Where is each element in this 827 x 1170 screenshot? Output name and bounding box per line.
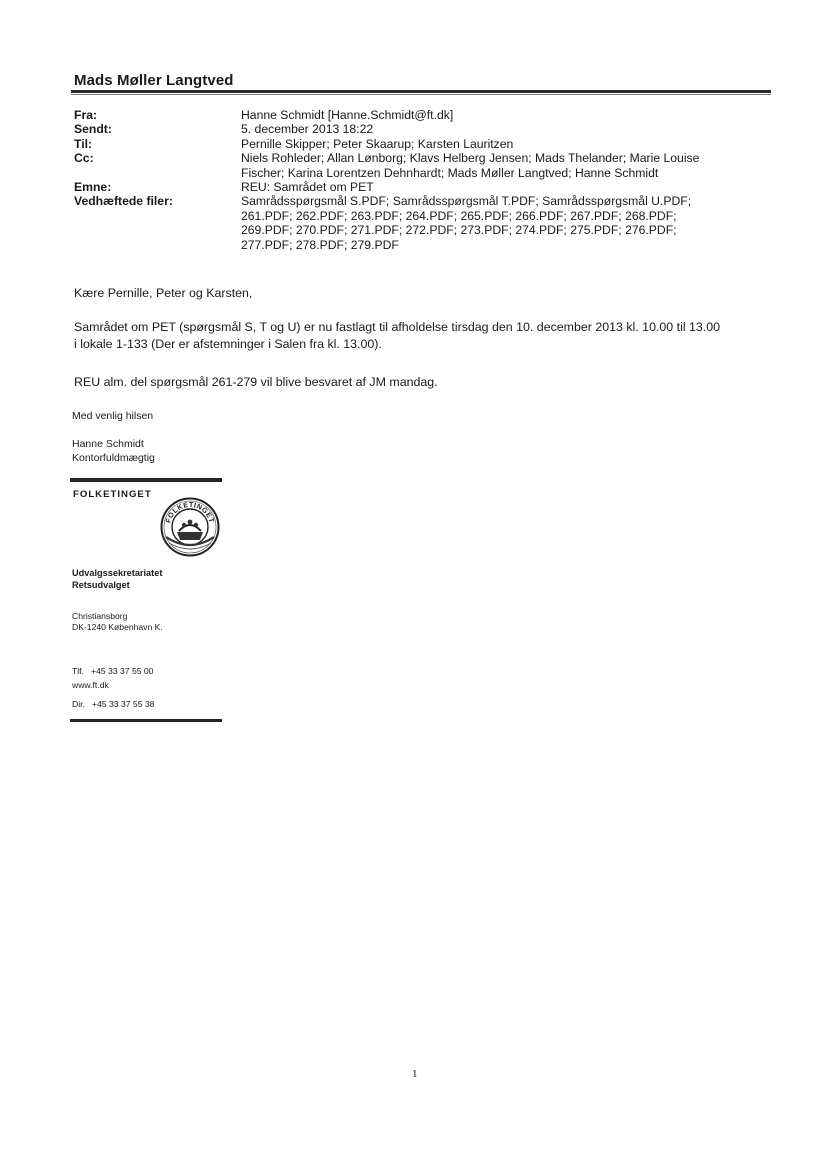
subject-value xyxy=(241,180,764,194)
mailbox-owner-name: Mads Møller Langtved xyxy=(74,72,234,89)
sender-title: Kontorfuldmægtig xyxy=(72,452,155,464)
cc-value-line: Fischer; Karina Lorentzen Dehnhardt; Mads Møller Langtved; Hanne Schmidt xyxy=(241,165,659,180)
subject-row xyxy=(74,180,764,194)
phone-number: Tlf. +45 33 37 55 00 xyxy=(72,666,154,676)
address-line: DK-1240 København K. xyxy=(72,622,163,632)
body-paragraph-1-line: Samrådet om PET (spørgsmål S, T og U) er nu fastlagt til afholdelse tirsdag den 10. december 2013 kl. 10.00 til 13.00 xyxy=(74,320,721,334)
signature-rule-bottom xyxy=(70,719,222,722)
from-row xyxy=(74,108,764,122)
seal-arc-text: FOLKETINGET xyxy=(163,499,217,524)
sent-row xyxy=(74,122,764,136)
to-label: Til: xyxy=(74,136,93,151)
cc-value-line: Niels Rohleder; Allan Lønborg; Klavs Helberg Jensen; Mads Thelander; Marie Louise xyxy=(241,151,700,166)
email-header xyxy=(74,108,764,252)
to-value-line: Pernille Skipper; Peter Skaarup; Karsten Lauritzen xyxy=(241,136,514,151)
from-value-line: Hanne Schmidt [Hanne.Schmidt@ft.dk] xyxy=(241,108,454,122)
attachments-line: Samrådsspørgsmål S.PDF; Samrådsspørgsmål T.PDF; Samrådsspørgsmål U.PDF; xyxy=(241,194,692,209)
body-paragraph-1-line: i lokale 1-133 (Der er afstemninger i Salen fra kl. 13.00). xyxy=(74,337,382,351)
website-link[interactable]: www.ft.dk xyxy=(72,680,109,690)
attachments-line: 269.PDF; 270.PDF; 271.PDF; 272.PDF; 273.PDF; 274.PDF; 275.PDF; 276.PDF; xyxy=(241,223,677,238)
organization-name: FOLKETINGET xyxy=(73,489,152,500)
body-paragraph-2: REU alm. del spørgsmål 261-279 vil blive besvaret af JM mandag. xyxy=(74,375,438,389)
department-block xyxy=(72,567,162,591)
attachments-label: Vedhæftede filer: xyxy=(74,194,173,209)
signature-rule-top xyxy=(70,478,222,482)
to-row xyxy=(74,137,764,151)
subject-label: Emne: xyxy=(74,180,112,195)
direct-phone-number: Dir. +45 33 37 55 38 xyxy=(72,699,155,709)
to-value xyxy=(241,137,764,151)
department-line: Udvalgssekretariatet xyxy=(72,568,163,578)
department-line: Retsudvalget xyxy=(72,580,130,590)
from-label: Fra: xyxy=(74,108,98,122)
sender-name: Hanne Schmidt xyxy=(72,438,144,450)
signature-block xyxy=(72,437,155,465)
attachments-value xyxy=(241,194,764,252)
folketinget-seal-icon xyxy=(160,497,220,557)
body-paragraph-1 xyxy=(74,319,774,353)
cc-row xyxy=(74,151,764,180)
closing-regards: Med venlig hilsen xyxy=(72,410,154,422)
page-number: 1 xyxy=(412,1068,418,1080)
subject-value-line: REU: Samrådet om PET xyxy=(241,180,374,195)
attachments-row xyxy=(74,194,764,252)
address-block xyxy=(72,611,163,633)
greeting: Kære Pernille, Peter og Karsten, xyxy=(74,286,253,300)
attachments-line: 261.PDF; 262.PDF; 263.PDF; 264.PDF; 265.PDF; 266.PDF; 267.PDF; 268.PDF; xyxy=(241,208,677,223)
cc-label: Cc: xyxy=(74,151,94,166)
sent-value-line: 5. december 2013 18:22 xyxy=(241,122,374,137)
header-rule xyxy=(71,90,771,93)
sent-label: Sendt: xyxy=(74,122,112,137)
cc-value xyxy=(241,151,764,180)
address-line: Christiansborg xyxy=(72,611,128,621)
attachments-line: 277.PDF; 278.PDF; 279.PDF xyxy=(241,237,399,252)
from-value xyxy=(241,108,764,122)
header-rule-thin xyxy=(71,94,771,95)
sent-value xyxy=(241,122,764,136)
